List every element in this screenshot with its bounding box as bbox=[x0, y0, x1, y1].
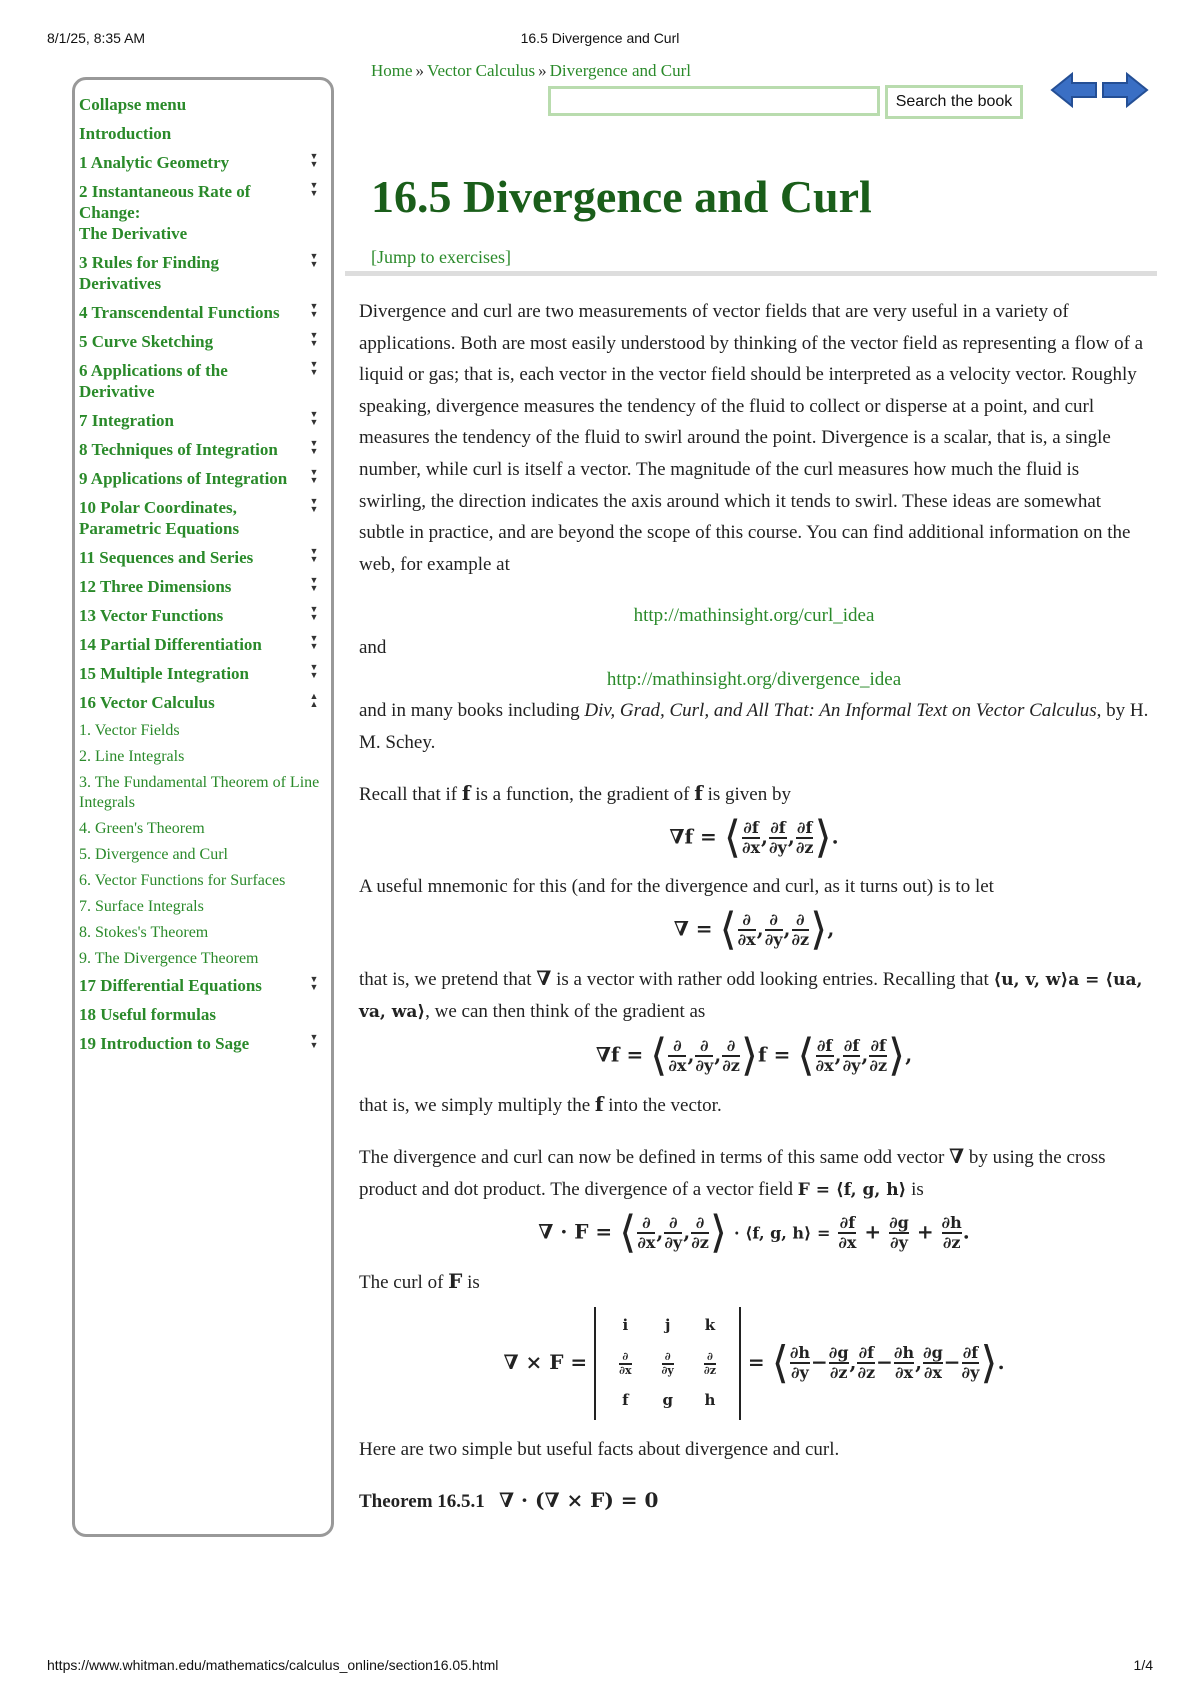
sidebar-item-chapter[interactable] bbox=[79, 439, 323, 460]
sidebar-item-chapter[interactable] bbox=[79, 692, 323, 713]
sidebar-subsection-link[interactable]: 3. The Fundamental Theorem of Line Integrals bbox=[79, 774, 320, 811]
curl-intro: The curl of F is bbox=[359, 1269, 480, 1294]
double-chevron-down-icon[interactable]: ▼ ▼ bbox=[309, 974, 319, 992]
print-datetime: 8/1/25, 8:35 AM bbox=[47, 30, 146, 46]
sidebar-item-label: 12 Three Dimensions bbox=[79, 577, 232, 596]
sidebar-item-chapter[interactable] bbox=[79, 181, 323, 244]
del-operator-equation: ∇ = ⟨ $\frac{\partial}{\partial x}$ , $\frac{\partial}{\partial y}$ , $\frac{\partial}{\partial z}$ ⟩, bbox=[673, 903, 835, 955]
sidebar-item-chapter[interactable] bbox=[79, 468, 323, 489]
sidebar-item-chapter[interactable] bbox=[79, 331, 323, 352]
sidebar-item-label: 10 Polar Coordinates, Parametric Equations bbox=[79, 498, 240, 538]
sidebar-item-chapter[interactable] bbox=[79, 252, 323, 294]
sidebar-item-chapter[interactable] bbox=[79, 302, 323, 323]
sidebar-subsection-link[interactable]: 9. The Divergence Theorem bbox=[79, 950, 259, 967]
double-chevron-down-icon[interactable]: ▼ ▼ bbox=[309, 1032, 319, 1050]
sidebar-item-chapter[interactable] bbox=[79, 663, 323, 684]
sidebar-subsection-link[interactable]: 5. Divergence and Curl bbox=[79, 846, 228, 863]
double-chevron-down-icon[interactable]: ▼ ▼ bbox=[309, 151, 319, 169]
breadcrumb-separator: » bbox=[538, 61, 547, 80]
sidebar-item-label: 18 Useful formulas bbox=[79, 1005, 216, 1024]
gradient-intro: Recall that if f is a function, the gradient of f is given by bbox=[359, 781, 791, 806]
jump-to-exercises-link[interactable]: [Jump to exercises] bbox=[371, 247, 511, 267]
sidebar-subsection-link[interactable]: 8. Stokes's Theorem bbox=[79, 924, 209, 941]
breadcrumb-section[interactable]: Vector Calculus bbox=[427, 61, 536, 80]
curl-equation: ∇ × F = i j k $\frac{\partial}{\partial x}$ $\frac{\partial}{\partial y}$ $\frac{\partial}{\partial z}$ f g h = ⟨ $\frac{\partial h}{\partial y}$ − $\frac{\partial g}{\partial z}$ , $\frac{\partial f}{\partial z}$ − $\frac{\partial h}{\partial x}$ , $\frac{\partial g}{\partial x}$ − $\frac{\partial f}{\partial y}$ ⟩. bbox=[359, 1307, 1149, 1420]
sidebar-item-label: 13 Vector Functions bbox=[79, 606, 224, 625]
sidebar-subsection-link[interactable]: 4. Green's Theorem bbox=[79, 820, 205, 837]
double-chevron-down-icon[interactable]: ▼ ▼ bbox=[309, 438, 319, 456]
sidebar-item-label: 11 Sequences and Series bbox=[79, 548, 254, 567]
breadcrumb-home[interactable]: Home bbox=[371, 61, 413, 80]
main-content bbox=[359, 296, 1149, 1538]
divergence-definition-text: The divergence and curl can now be defined in terms of this same odd vector ∇ by using the cross product and dot product. The divergence of a vector field F = ⟨f, g, h⟩ is bbox=[359, 1144, 1106, 1200]
sidebar-item-chapter[interactable] bbox=[79, 975, 323, 996]
sidebar-subsection-link[interactable]: 7. Surface Integrals bbox=[79, 898, 204, 915]
sidebar-item-chapter[interactable] bbox=[79, 634, 323, 655]
arrow-left-icon[interactable] bbox=[1050, 70, 1098, 110]
double-chevron-down-icon[interactable]: ▼ ▼ bbox=[309, 409, 319, 427]
double-chevron-up-icon[interactable]: ▲ ▲ bbox=[309, 691, 319, 709]
pretend-text: that is, we pretend that ∇ is a vector with rather odd looking entries. Recalling that ⟨u, v, w⟩a = ⟨ua, va, wa⟩, we can then think of the gradient as bbox=[359, 965, 1143, 1023]
breadcrumb-separator: » bbox=[415, 61, 425, 80]
double-chevron-down-icon[interactable]: ▼ ▼ bbox=[309, 359, 319, 377]
divergence-idea-link[interactable]: http://mathinsight.org/divergence_idea bbox=[606, 668, 902, 690]
sidebar-item-label: 2 Instantaneous Rate of Change: The Derivative bbox=[79, 182, 251, 243]
sidebar-item-chapter[interactable] bbox=[79, 410, 323, 431]
double-chevron-down-icon[interactable]: ▼ ▼ bbox=[309, 575, 319, 593]
search-button[interactable]: Search the book bbox=[885, 85, 1023, 119]
gradient-as-product-equation: ∇f = ⟨ $\frac{\partial}{\partial x}$ , $\frac{\partial}{\partial y}$ , $\frac{\partial}{\partial z}$ ⟩f = ⟨ $\frac{\partial f}{\partial x}$ , $\frac{\partial f}{\partial y}$ , $\frac{\partial f}{\partial z}$ ⟩, bbox=[595, 1029, 913, 1081]
mnemonic-text: A useful mnemonic for this (and for the divergence and curl, as it turns out) is to let bbox=[359, 875, 994, 897]
book-reference: and in many books including Div, Grad, Curl, and All That: An Informal Text on Vector Calculus, by H. M. Schey. bbox=[359, 700, 1149, 753]
sidebar-item-chapter[interactable] bbox=[79, 605, 323, 626]
sidebar-item-label: 5 Curve Sketching bbox=[79, 332, 214, 351]
sidebar-item-chapter[interactable] bbox=[79, 1033, 323, 1054]
sidebar-subsection-link[interactable]: 2. Line Integrals bbox=[79, 748, 185, 765]
double-chevron-down-icon[interactable]: ▼ ▼ bbox=[309, 330, 319, 348]
sidebar-item-introduction[interactable]: Introduction bbox=[79, 124, 172, 143]
sidebar-item-label: 14 Partial Differentiation bbox=[79, 635, 262, 654]
sidebar-item-label: 15 Multiple Integration bbox=[79, 664, 249, 683]
multiply-text: that is, we simply multiply the f into the vector. bbox=[359, 1091, 722, 1116]
print-url: https://www.whitman.edu/mathematics/calculus_online/section16.05.html bbox=[47, 1657, 499, 1673]
print-title: 16.5 Divergence and Curl bbox=[520, 30, 680, 46]
sidebar-item-chapter[interactable] bbox=[79, 547, 323, 568]
double-chevron-down-icon[interactable]: ▼ ▼ bbox=[309, 546, 319, 564]
page-title: 16.5 Divergence and Curl bbox=[371, 171, 872, 222]
sidebar-item-label: 9 Applications of Integration bbox=[79, 469, 288, 488]
facts-intro: Here are two simple but useful facts about divergence and curl. bbox=[359, 1438, 840, 1460]
print-page-number: 1/4 bbox=[1133, 1657, 1153, 1673]
search-input[interactable] bbox=[548, 86, 880, 116]
sidebar-subsection-link[interactable]: 1. Vector Fields bbox=[79, 722, 180, 739]
sidebar-item-chapter[interactable] bbox=[79, 152, 323, 173]
sidebar-item-chapter[interactable] bbox=[79, 497, 323, 539]
sidebar-item-label: 19 Introduction to Sage bbox=[79, 1034, 250, 1053]
double-chevron-down-icon[interactable]: ▼ ▼ bbox=[309, 467, 319, 485]
sidebar-item-label: 4 Transcendental Functions bbox=[79, 303, 280, 322]
arrow-right-icon[interactable] bbox=[1101, 70, 1149, 110]
theorem-16-5-1: Theorem 16.5.1 ∇ · (∇ × F) = 0 bbox=[359, 1488, 659, 1513]
sidebar-item-chapter[interactable] bbox=[79, 1004, 323, 1025]
gradient-equation: ∇f = ⟨ $\frac{\partial f}{\partial x}$ , $\frac{\partial f}{\partial y}$ , $\frac{\partial f}{\partial z}$ ⟩. bbox=[669, 812, 839, 864]
double-chevron-down-icon[interactable]: ▼ ▼ bbox=[309, 604, 319, 622]
sidebar-menu bbox=[72, 77, 334, 1537]
sidebar-item-label: 3 Rules for Finding Derivatives bbox=[79, 253, 219, 293]
intro-paragraph: Divergence and curl are two measurements of vector fields that are very useful in a variety of applications. Both are most easily understood by thinking of the vector field as representing a flow of a liquid or gas; that is, each vector in the vector field should be interpreted as a velocity vector. Roughly speaking, divergence measures the tendency of the fluid to collect or disperse at a point, and curl measures the tendency of the fluid to swirl around the point. Divergence is a scalar, that is, a single number, while curl is itself a vector. The magnitude of the curl measures how much the fluid is swirling, the direction indicates the axis around which it tends to swirl. These ideas are somewhat subtle in practice, and are beyond the scope of this course. You can find additional information on the web, for example at bbox=[359, 301, 1144, 575]
sidebar-item-label: 7 Integration bbox=[79, 411, 174, 430]
double-chevron-down-icon[interactable]: ▼ ▼ bbox=[309, 496, 319, 514]
sidebar-item-label: 16 Vector Calculus bbox=[79, 693, 215, 712]
sidebar-item-label: 8 Techniques of Integration bbox=[79, 440, 278, 459]
sidebar-item-chapter[interactable] bbox=[79, 576, 323, 597]
sidebar-item-label: 1 Analytic Geometry bbox=[79, 153, 230, 172]
sidebar-item-label: 6 Applications of the Derivative bbox=[79, 361, 228, 401]
sidebar-subsection-link[interactable]: 6. Vector Functions for Surfaces bbox=[79, 872, 286, 889]
double-chevron-down-icon[interactable]: ▼ ▼ bbox=[309, 662, 319, 680]
double-chevron-down-icon[interactable]: ▼ ▼ bbox=[309, 180, 319, 198]
and-text: and bbox=[359, 636, 387, 658]
divergence-equation: ∇ · F = ⟨ $\frac{\partial}{\partial x}$ , $\frac{\partial}{\partial y}$ , $\frac{\partial}{\partial z}$ ⟩ · ⟨f, g, h⟩ = $\frac{\partial f}{\partial x}$ + $\frac{\partial g}{\partial y}$ + $\frac{\partial h}{\partial z}$ . bbox=[538, 1207, 970, 1259]
breadcrumb-current[interactable]: Divergence and Curl bbox=[549, 61, 691, 80]
curl-idea-link[interactable]: http://mathinsight.org/curl_idea bbox=[633, 605, 875, 627]
double-chevron-down-icon[interactable]: ▼ ▼ bbox=[309, 251, 319, 269]
sidebar-item-chapter[interactable] bbox=[79, 360, 323, 402]
collapse-menu-link[interactable]: Collapse menu bbox=[79, 95, 187, 114]
double-chevron-down-icon[interactable]: ▼ ▼ bbox=[309, 301, 319, 319]
sidebar-item-label: 17 Differential Equations bbox=[79, 976, 262, 995]
breadcrumb bbox=[371, 61, 691, 81]
curl-determinant: i j k $\frac{\partial}{\partial x}$ $\frac{\partial}{\partial y}$ $\frac{\partial}{\partial z}$ f g h bbox=[594, 1307, 741, 1420]
double-chevron-down-icon[interactable]: ▼ ▼ bbox=[309, 633, 319, 651]
title-divider bbox=[345, 271, 1157, 276]
